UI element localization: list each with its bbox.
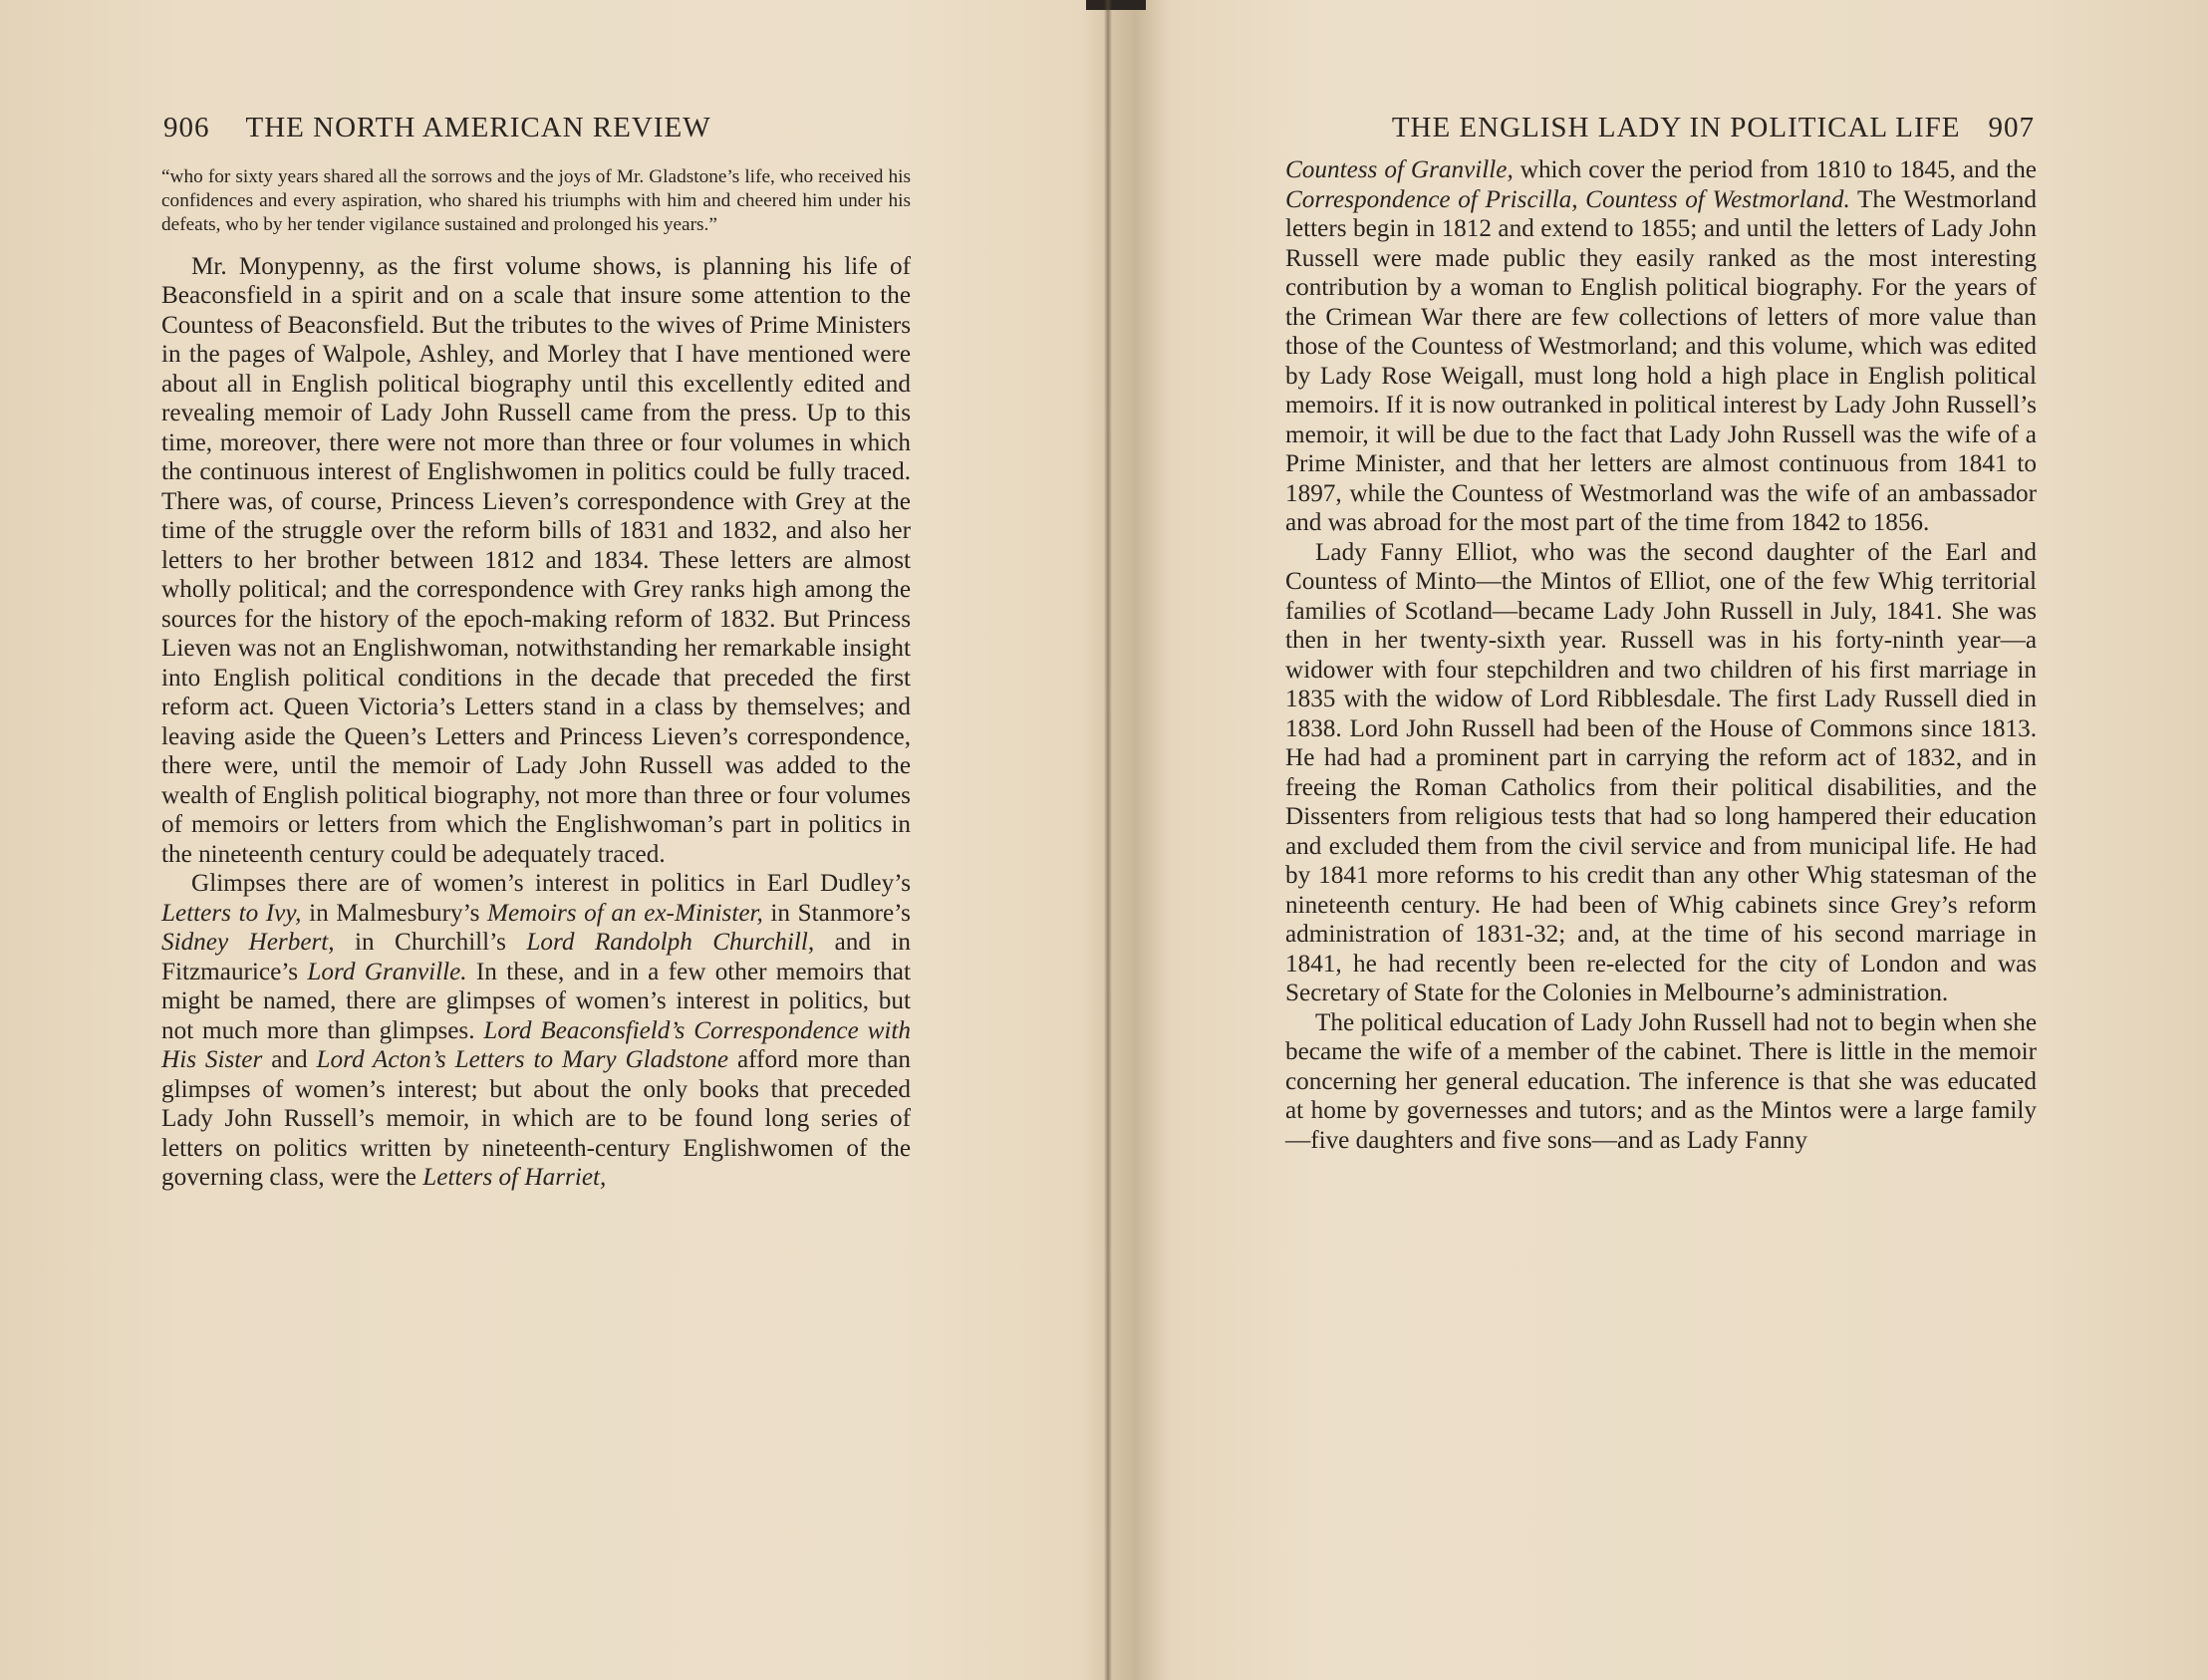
text-run: Glimpses there are of women’s interest in politics in Earl Dudley’s: [191, 870, 911, 898]
right-running-title: THE ENGLISH LADY IN POLITICAL LIFE: [1391, 112, 1961, 143]
text-run: in Churchill’s: [334, 929, 527, 957]
text-run: afford more than glimpses of women’s interest; but about the only books that preceded Lady John Russell’s memoir, in which are to be found long series of letters on politics written by nineteenth-century Englishwomen of the governing class, were the: [161, 1046, 911, 1192]
book-gutter: [1104, 0, 1112, 1680]
book-title: Lord Acton’s Letters to Mary Gladstone: [316, 1046, 729, 1074]
text-run: in Malmesbury’s: [301, 899, 488, 927]
left-text-column: [161, 165, 911, 1193]
left-page-number: 906: [163, 112, 210, 143]
right-page-number: 907: [1988, 112, 2035, 143]
book-title: Lord Granville.: [307, 958, 467, 985]
right-page: [1112, 0, 2208, 1680]
book-title: Countess of Granville,: [1285, 156, 1514, 183]
paragraph: The political education of Lady John Russell had not to begin when she became the wife of a member of the cabinet. There is little in the memoir concerning her general education. The inference is that she was educated at home by governesses and tutors; and as the Mintos were a large family—five daughters and five sons—and as Lady Fanny: [1285, 1008, 2037, 1154]
right-text-column: [1285, 155, 2037, 1155]
book-title: Lord Beaconsfield’s Correspondence with His Sister: [161, 1016, 911, 1074]
paragraph: Lady Fanny Elliot, who was the second daughter of the Earl and Countess of Minto—the Mintos of Elliot, one of the few Whig territorial families of Scotland—became Lady John Russell in July, 1841. She was then in her twenty-sixth year. Russell was in his forty-ninth year—a widower with four stepchildren and two children of his first marriage in 1835 with the widow of Lord Ribblesdale. The first Lady Russell died in 1838. Lord John Russell had been of the House of Commons since 1813. He had had a prominent part in carrying the reform act of 1832, and in freeing the Roman Catholics from their political disabilities, and the Dissenters from religious tests that had so long hampered their education and excluded them from the civil service and from municipal life. He had by 1841 more reforms to his credit than any other Whig statesman of the nineteenth century. He had been of Whig cabinets since Grey’s reform administration of 1831-32; and, at the time of his second marriage in 1841, he had recently been re-elected for the city of London and was Secretary of State for the Colonies in Melbourne’s administration.: [1285, 538, 2037, 1006]
text-run: in Stanmore’s: [762, 899, 911, 927]
book-title: Letters to Ivy,: [161, 899, 302, 927]
block-quote: “who for sixty years shared all the sorrows and the joys of Mr. Gladstone’s life, who received his confidences and every aspiration, who shared his triumphs with him and cheered him under his defeats, who by her tender vigilance sustained and prolonged his years.”: [161, 166, 911, 236]
book-title: Correspondence of Priscilla, Countess of Westmorland.: [1285, 185, 1850, 213]
paragraph: [1285, 155, 2037, 538]
left-running-title: THE NORTH AMERICAN REVIEW: [245, 112, 711, 143]
paragraph: Mr. Monypenny, as the first volume shows, is planning his life of Beaconsfield in a spirit and on a scale that insure some attention to the Countess of Beaconsfield. But the tributes to the wives of Prime Ministers in the pages of Walpole, Ashley, and Morley that I have mentioned were about all in English political biography until this excellently edited and revealing memoir of Lady John Russell came from the press. Up to this time, moreover, there were not more than three or four volumes in which the continuous interest of Englishwomen in politics could be fully traced. There was, of course, Princess Lieven’s correspondence with Grey at the time of the struggle over the reform bills of 1831 and 1832, and also her letters to her brother between 1812 and 1834. These letters are almost wholly political; and the correspondence with Grey ranks high among the sources for the history of the epoch-making reform of 1832. But Princess Lieven was not an Englishwoman, notwithstanding her remarkable insight into English political conditions in the decade that preceded the first reform act. Queen Victoria’s Letters stand in a class by themselves; and leaving aside the Queen’s Letters and Princess Lieven’s correspondence, there were, until the memoir of Lady John Russell was added to the wealth of English political biography, not more than three or four volumes of memoirs or letters from which the Englishwoman’s part in politics in the nineteenth century could be adequately traced.: [161, 252, 911, 868]
book-title: Sidney Herbert,: [161, 929, 335, 957]
text-run: which cover the period from 1810 to 1845, and the: [1513, 156, 2037, 183]
right-running-head: [1285, 112, 2035, 144]
book-title: Lord Randolph Churchill,: [526, 929, 815, 957]
left-running-head: [163, 112, 913, 144]
text-run: The Westmorland letters begin in 1812 and extend to 1855; and until the letters of Lady John Russell were made public they easily ranked as the most interesting contribution by a woman to English political biography. For the years of the Crimean War there are few collections of letters of more value than those of the Countess of Westmorland; and this volume, which was edited by Lady Rose Weigall, must long hold a high place in English political memoirs. If it is now outranked in political interest by Lady John Russell’s memoir, it will be due to the fact that Lady John Russell was the wife of a Prime Minister, and that her letters are almost continuous from 1841 to 1897, while the Countess of Westmorland was the wife of an ambassador and was abroad for the most part of the time from 1842 to 1856.: [1285, 185, 2037, 536]
book-title: Memoirs of an ex-Minister,: [487, 899, 763, 927]
book-title: Letters of Harriet,: [422, 1164, 607, 1192]
text-run: and: [262, 1046, 317, 1074]
text-run: In these, and in a few other memoirs that might be named, there are glimpses of women’s interest in politics, but not much more than glimpses.: [161, 958, 911, 1044]
text-run: and in Fitzmaurice’s: [161, 929, 911, 985]
paragraph: [161, 869, 911, 1193]
